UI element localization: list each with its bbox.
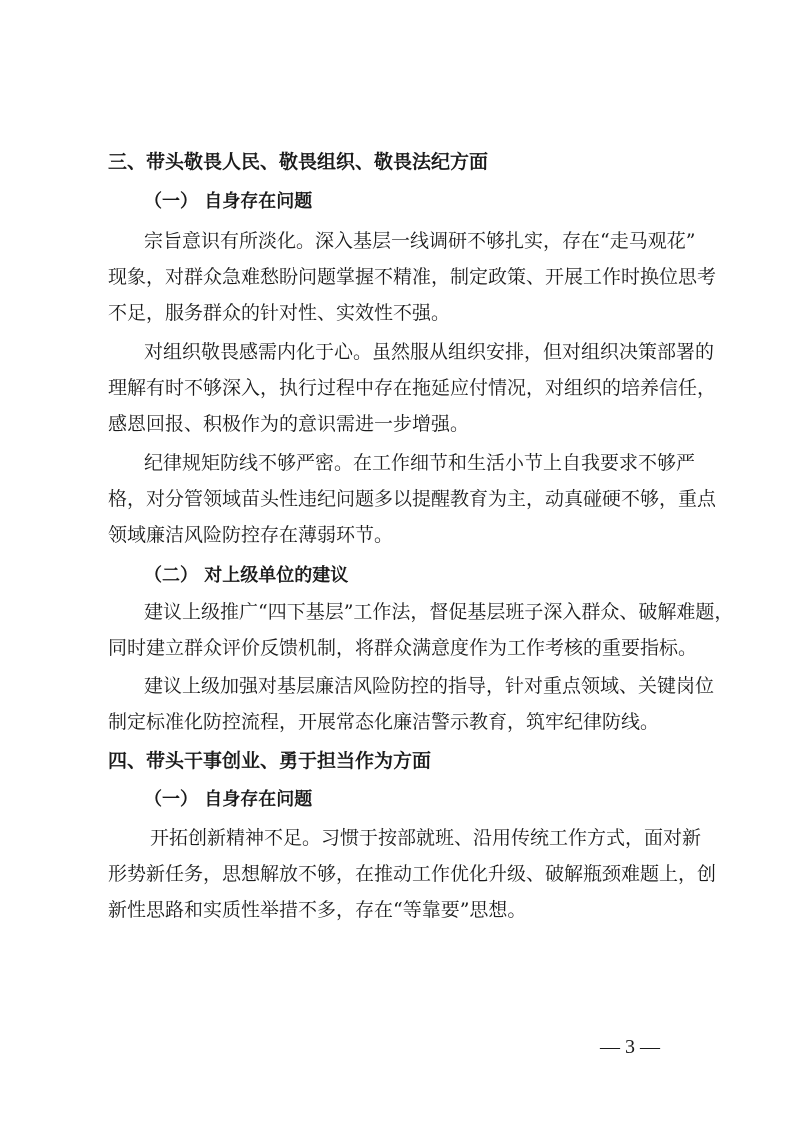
paragraph-line: 同时建立群众评价反馈机制，将群众满意度作为工作考核的重要指标。 xyxy=(108,637,698,659)
paragraph-line: 纪律规矩防线不够严密。在工作细节和生活小节上自我要求不够严 xyxy=(144,452,696,474)
paragraph-line: 对组织敬畏感需内化于心。虽然服从组织安排，但对组织决策部署的 xyxy=(144,341,715,363)
paragraph-line: 领域廉洁风险防控存在薄弱环节。 xyxy=(108,524,394,546)
section-3-heading: 三、带头敬畏人民、敬畏组织、敬畏法纪方面 xyxy=(108,151,489,173)
paragraph-line: 新性思路和实质性举措不多，存在“等靠要”思想。 xyxy=(108,899,527,921)
paragraph-line: 感恩回报、积极作为的意识需进一步增强。 xyxy=(108,413,470,435)
paragraph-line: 格，对分管领域苗头性违纪问题多以提醒教育为主，动真碰硬不够，重点 xyxy=(108,488,717,510)
paragraph-line: 开拓创新精神不足。习惯于按部就班、沿用传统工作方式，面对新 xyxy=(150,827,702,849)
paragraph-line: 理解有时不够深入，执行过程中存在拖延应付情况，对组织的培养信任， xyxy=(108,377,717,399)
paragraph-line: 宗旨意识有所淡化。深入基层一线调研不够扎实，存在“走马观花” xyxy=(144,230,696,252)
section-4-heading: 四、带头干事创业、勇于担当作为方面 xyxy=(108,750,432,772)
paragraph-line: 不足，服务群众的针对性、实效性不强。 xyxy=(108,302,451,324)
section-3-subheading-1: （一） 自身存在问题 xyxy=(144,191,313,212)
section-4-subheading-1: （一） 自身存在问题 xyxy=(144,789,313,810)
paragraph-line: 建议上级推广“四下基层”工作法，督促基层班子深入群众、破解难题， xyxy=(144,601,734,623)
paragraph-line: 建议上级加强对基层廉洁风险防控的指导，针对重点领域、关键岗位 xyxy=(144,675,715,697)
paragraph-line: 制定标准化防控流程，开展常态化廉洁警示教育，筑牢纪律防线。 xyxy=(108,711,660,733)
page-number: — 3 — xyxy=(600,1036,660,1058)
section-3-subheading-2: （二） 对上级单位的建议 xyxy=(144,565,349,586)
paragraph-line: 形势新任务，思想解放不够，在推动工作优化升级、破解瓶颈难题上，创 xyxy=(108,863,717,885)
paragraph-line: 现象，对群众急难愁盼问题掌握不精准，制定政策、开展工作时换位思考 xyxy=(108,266,717,288)
